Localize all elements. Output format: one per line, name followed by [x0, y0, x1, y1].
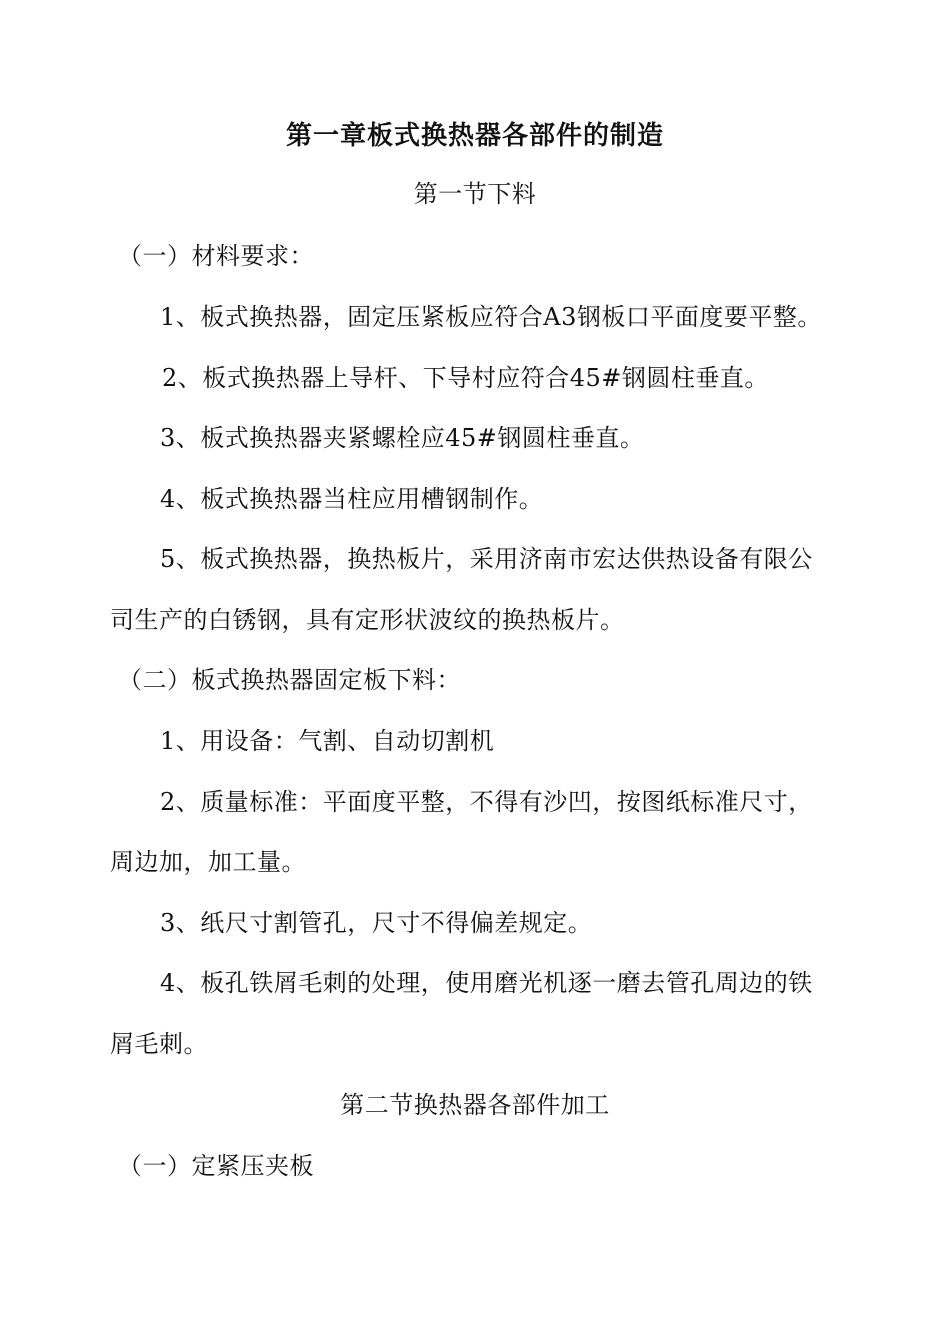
paragraph-line: 1、板式换热器，固定压紧板应符合A3钢板口平面度要平整。 [160, 303, 822, 331]
paragraph-line: 司生产的白锈钢，具有定形状波纹的换热板片。 [110, 606, 625, 634]
section-heading: 第一节下料 [413, 180, 537, 208]
chapter-title: 第一章板式换热器各部件的制造 [285, 121, 664, 151]
paragraph-line: 4、板式换热器当柱应用槽钢制作。 [160, 485, 544, 513]
paragraph-line: 2、质量标准：平面度平整，不得有沙凹，按图纸标准尺寸， [160, 788, 813, 816]
paragraph-line: 周边加，加工量。 [110, 848, 306, 876]
subsection-heading: （一）材料要求： [118, 242, 314, 270]
paragraph-line: 4、板孔铁屑毛刺的处理，使用磨光机逐一磨去管孔周边的铁 [160, 969, 813, 997]
paragraph-line: 3、板式换热器夹紧螺栓应45#钢圆柱垂直。 [160, 424, 645, 452]
subsection-heading: （二）板式换热器固定板下料： [118, 666, 461, 694]
subsection-heading: （一）定紧压夹板 [118, 1152, 314, 1180]
paragraph-line: 屑毛刺。 [110, 1030, 208, 1058]
section-heading: 第二节换热器各部件加工 [340, 1091, 610, 1119]
paragraph-line: 3、纸尺寸割管孔，尺寸不得偏差规定。 [160, 909, 593, 937]
paragraph-line: 2、板式换热器上导杆、下导村应符合45#钢圆柱垂直。 [162, 364, 769, 392]
paragraph-line: 5、板式换热器，换热板片，采用济南市宏达供热设备有限公 [160, 545, 813, 573]
paragraph-line: 1、用设备：气割、自动切割机 [160, 727, 495, 755]
